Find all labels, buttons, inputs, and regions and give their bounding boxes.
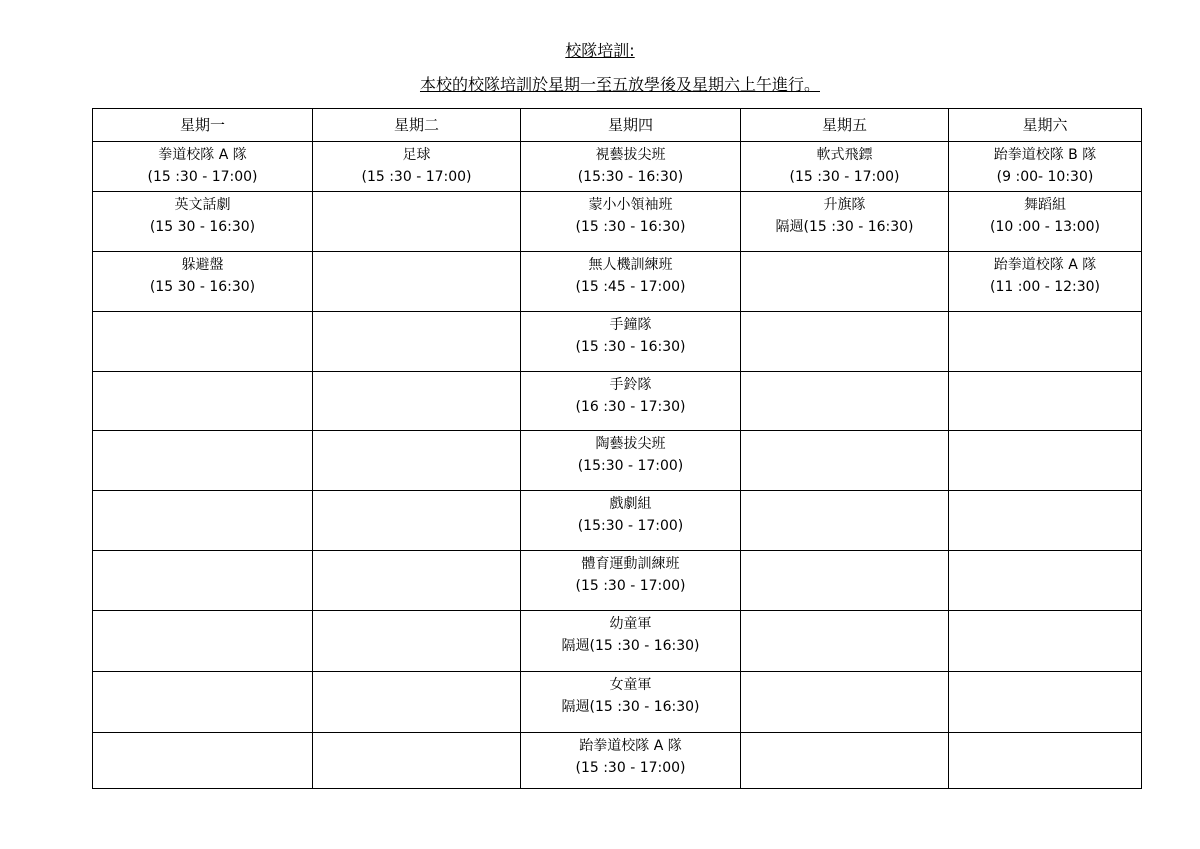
schedule-cell-friday <box>741 491 949 551</box>
schedule-cell-friday <box>741 611 949 672</box>
activity-time: (15 :30 - 17:00) <box>575 760 686 776</box>
schedule-cell-monday <box>93 142 313 192</box>
activity-time: (15 :30 - 17:00) <box>575 578 686 594</box>
activity-time: (9 :00- 10:30) <box>996 169 1094 185</box>
schedule-cell-monday <box>93 733 313 789</box>
table-row <box>93 672 1142 733</box>
schedule-cell-saturday <box>949 192 1142 252</box>
table-row <box>93 192 1142 252</box>
page-subtitle <box>0 74 1200 96</box>
schedule-cell-tuesday <box>313 551 521 611</box>
schedule-cell-friday <box>741 312 949 372</box>
schedule-cell-friday <box>741 142 949 192</box>
activity-time: (15 :30 - 17:00) <box>147 169 258 185</box>
schedule-cell-tuesday <box>313 372 521 431</box>
activity-time: (15 30 - 16:30) <box>149 279 256 295</box>
activity-name: 軟式飛鏢 <box>816 147 873 163</box>
activity-name: 英文話劇 <box>174 197 231 213</box>
activity-name: 幼童軍 <box>609 616 652 632</box>
activity-name: 躲避盤 <box>181 257 224 273</box>
activity-name: 視藝拔尖班 <box>595 147 666 163</box>
schedule-cell-saturday <box>949 142 1142 192</box>
activity-time: (10 :00 - 13:00) <box>989 219 1101 235</box>
schedule-cell-thursday <box>521 491 741 551</box>
activity-name: 拳道校隊 A 隊 <box>158 147 247 163</box>
activity-name: 舞蹈組 <box>1024 197 1066 213</box>
activity-time: (15 :30 - 17:00) <box>361 169 472 185</box>
activity-time: 隔週(15 :30 - 16:30) <box>561 638 700 654</box>
schedule-cell-thursday <box>521 611 741 672</box>
schedule-cell-thursday <box>521 551 741 611</box>
column-header-saturday: 星期六 <box>949 109 1142 142</box>
schedule-cell-thursday <box>521 142 741 192</box>
column-header-tuesday: 星期二 <box>313 109 521 142</box>
activity-name: 無人機訓練班 <box>588 257 673 273</box>
activity-time: (15 :30 - 16:30) <box>575 219 686 235</box>
schedule-cell-tuesday <box>313 733 521 789</box>
schedule-cell-saturday <box>949 611 1142 672</box>
schedule-cell-thursday <box>521 672 741 733</box>
activity-name: 升旗隊 <box>823 197 866 213</box>
table-row <box>93 312 1142 372</box>
activity-time: (15 :45 - 17:00) <box>575 279 686 295</box>
schedule-cell-thursday <box>521 372 741 431</box>
schedule-cell-monday <box>93 192 313 252</box>
activity-time: (15:30 - 17:00) <box>577 518 684 534</box>
schedule-cell-tuesday <box>313 312 521 372</box>
schedule-cell-saturday <box>949 431 1142 491</box>
activity-name: 跆拳道校隊 A 隊 <box>579 738 682 754</box>
activity-name: 手鈴隊 <box>609 377 652 393</box>
activity-time: (16 :30 - 17:30) <box>575 399 686 415</box>
schedule-cell-saturday <box>949 312 1142 372</box>
page-subtitle-text: 本校的校隊培訓於星期一至五放學後及星期六上午進行。 <box>419 75 820 94</box>
table-row <box>93 551 1142 611</box>
schedule-cell-friday <box>741 372 949 431</box>
schedule-cell-friday <box>741 733 949 789</box>
activity-time: (11 :00 - 12:30) <box>989 279 1101 295</box>
activity-time: 隔週(15 :30 - 16:30) <box>561 699 700 715</box>
schedule-cell-saturday <box>949 491 1142 551</box>
schedule-cell-tuesday <box>313 431 521 491</box>
table-row <box>93 491 1142 551</box>
activity-name: 戲劇組 <box>609 496 652 512</box>
schedule-cell-monday <box>93 672 313 733</box>
activity-name: 足球 <box>402 147 431 163</box>
schedule-cell-monday <box>93 252 313 312</box>
activity-name: 女童軍 <box>609 677 652 693</box>
table-row <box>93 142 1142 192</box>
schedule-cell-friday <box>741 192 949 252</box>
column-header-thursday: 星期四 <box>521 109 741 142</box>
schedule-cell-monday <box>93 372 313 431</box>
activity-name: 蒙小小領袖班 <box>588 197 673 213</box>
schedule-cell-thursday <box>521 252 741 312</box>
activity-name: 跆拳道校隊 A 隊 <box>993 257 1097 273</box>
header-row <box>93 109 1142 142</box>
schedule-cell-saturday <box>949 672 1142 733</box>
schedule-cell-saturday <box>949 733 1142 789</box>
schedule-cell-friday <box>741 252 949 312</box>
schedule-cell-saturday <box>949 372 1142 431</box>
schedule-cell-monday <box>93 431 313 491</box>
activity-name: 跆拳道校隊 B 隊 <box>993 147 1097 163</box>
schedule-cell-friday <box>741 551 949 611</box>
page-title-text: 校隊培訓: <box>565 41 635 60</box>
schedule-cell-friday <box>741 672 949 733</box>
table-row <box>93 252 1142 312</box>
activity-time: (15 :30 - 17:00) <box>789 169 900 185</box>
schedule-cell-monday <box>93 611 313 672</box>
schedule-cell-thursday <box>521 733 741 789</box>
schedule-cell-monday <box>93 491 313 551</box>
table-row <box>93 611 1142 672</box>
table-row <box>93 372 1142 431</box>
schedule-cell-thursday <box>521 312 741 372</box>
schedule-cell-saturday <box>949 551 1142 611</box>
activity-name: 陶藝拔尖班 <box>595 436 666 452</box>
schedule-cell-tuesday <box>313 672 521 733</box>
activity-time: (15 :30 - 16:30) <box>575 339 686 355</box>
schedule-cell-tuesday <box>313 491 521 551</box>
schedule-cell-tuesday <box>313 611 521 672</box>
activity-time: (15:30 - 17:00) <box>577 458 684 474</box>
table-row <box>93 431 1142 491</box>
training-schedule-table <box>92 108 1142 789</box>
schedule-cell-tuesday <box>313 192 521 252</box>
schedule-cell-monday <box>93 312 313 372</box>
page-title <box>0 40 1200 62</box>
schedule-body <box>93 142 1142 789</box>
activity-time: 隔週(15 :30 - 16:30) <box>775 219 914 235</box>
activity-name: 手鐘隊 <box>609 317 652 333</box>
table-row <box>93 733 1142 789</box>
schedule-cell-thursday <box>521 431 741 491</box>
activity-time: (15 30 - 16:30) <box>149 219 256 235</box>
column-header-friday: 星期五 <box>741 109 949 142</box>
schedule-cell-tuesday <box>313 252 521 312</box>
schedule-cell-monday <box>93 551 313 611</box>
schedule-cell-friday <box>741 431 949 491</box>
schedule-cell-thursday <box>521 192 741 252</box>
schedule-cell-saturday <box>949 252 1142 312</box>
column-header-monday: 星期一 <box>93 109 313 142</box>
activity-name: 體育運動訓練班 <box>581 556 680 572</box>
activity-time: (15:30 - 16:30) <box>577 169 684 185</box>
schedule-cell-tuesday <box>313 142 521 192</box>
